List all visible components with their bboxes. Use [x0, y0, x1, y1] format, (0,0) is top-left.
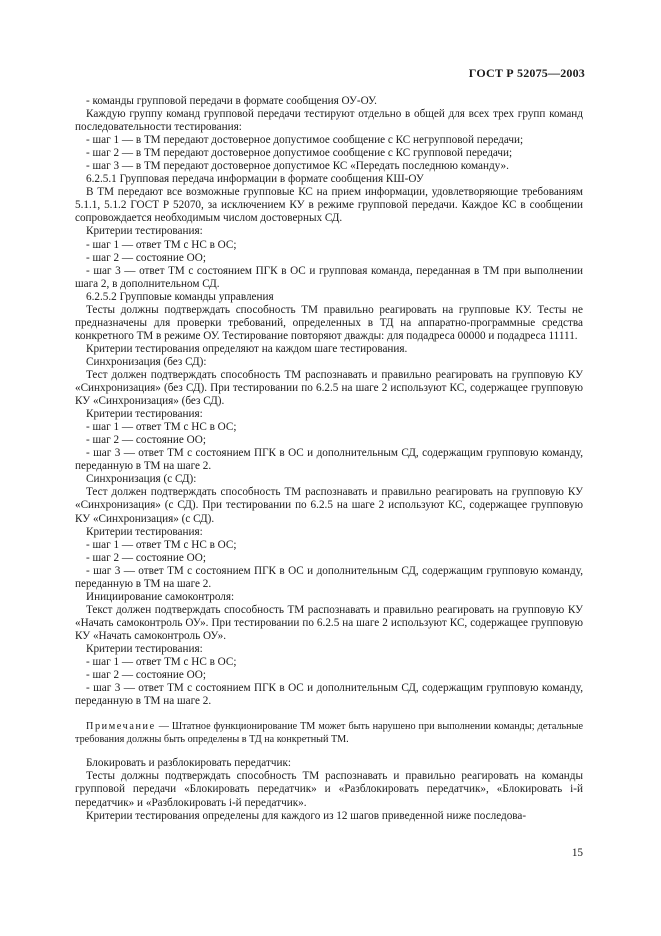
list-item: - шаг 1 — ответ ТМ с НС в ОС;: [86, 656, 237, 669]
paragraph: Тесты должны подтверждать способность ТМ распознавать и правильно реагировать на команды групповой передачи «Блокировать передатчик» и «Разблокировать передатчик», «Блокировать i-й передатчик» и «Разблокировать i-й передатчик».: [75, 770, 583, 809]
criteria-heading: Критерии тестирования:: [86, 525, 203, 538]
section-heading: 6.2.5.2 Групповые команды управления: [86, 290, 274, 303]
list-item: - шаг 1 — ответ ТМ с НС в ОС;: [86, 421, 237, 434]
subsection-title: Синхронизация (с СД):: [86, 473, 197, 486]
list-item: - шаг 3 — ответ ТМ с состоянием ПГК в ОС и групповая команда, переданная в ТМ при выполнении шага 2, в дополнительном СД.: [75, 264, 583, 290]
paragraph: Тесты должны подтверждать способность ТМ правильно реагировать на групповые КУ. Тесты не предназначены для проверки требований, определенных в ТД на аппаратно-программные средства конкретного ТМ в режиме ОУ. Тестирование повторяют дважды: для подадреса 00000 и подадреса 11111.: [75, 303, 583, 342]
criteria-heading: Критерии тестирования:: [86, 408, 203, 421]
criteria-heading: Критерии тестирования:: [86, 642, 203, 655]
paragraph: Тест должен подтверждать способность ТМ распознавать и правильно реагировать на групповую КУ «Синхронизация» (без СД). При тестировании по 6.2.5 на шаге 2 используют КС, содержащее групповую КУ «Синхронизация» (без СД).: [75, 368, 583, 408]
list-item: - шаг 1 — ответ ТМ с НС в ОС;: [86, 538, 237, 551]
note: [75, 721, 583, 746]
paragraph: Каждую группу команд групповой передачи тестируют отдельно в общей для всех трех групп команд последовательности тестирования:: [75, 108, 583, 134]
paragraph: Тест должен подтверждать способность ТМ распознавать и правильно реагировать на групповую КУ «Синхронизация» (с СД). При тестировании по 6.2.5 на шаге 2 используют КС, содержащее групповую КУ «Синхронизация» (с СД).: [75, 486, 583, 525]
subsection-title: Блокировать и разблокировать передатчик:: [86, 757, 292, 770]
list-item: - шаг 2 — состояние ОО;: [86, 251, 206, 264]
section-heading: 6.2.5.1 Групповая передача информации в формате сообщения КШ-ОУ: [86, 173, 424, 186]
page-number: 15: [571, 847, 583, 859]
paragraph: В ТМ передают все возможные групповые КС на прием информации, удовлетворяющие требованиям 5.1.1, 5.1.2 ГОСТ Р 52070, за исключением КУ в режиме групповой передачи. Каждое КС в сообщении сопровождается необходимым числом достоверных СД.: [75, 186, 583, 225]
list-item: - шаг 1 — ответ ТМ с НС в ОС;: [86, 238, 237, 251]
list-item: - шаг 3 — ответ ТМ с состоянием ПГК в ОС и дополнительным СД, содержащим групповую команду, переданную в ТМ на шаге 2.: [75, 682, 583, 708]
paragraph: - команды групповой передачи в формате сообщения ОУ-ОУ.: [86, 95, 377, 107]
note-text: — Штатное функционирование ТМ может быть нарушено при выполнении команды; детальные требования должны быть определены в ТД на конкретный ТМ.: [75, 721, 583, 745]
subsection-title: Синхронизация (без СД):: [86, 355, 207, 368]
list-item: - шаг 2 — состояние ОО;: [86, 551, 206, 564]
list-item: - шаг 3 — ответ ТМ с состоянием ПГК в ОС и дополнительным СД, содержащим групповую команду, переданную в ТМ на шаге 2.: [75, 564, 583, 590]
list-item: - шаг 2 — состояние ОО;: [86, 669, 206, 682]
page-body: [75, 95, 583, 823]
standard-header: ГОСТ Р 52075—2003: [468, 66, 585, 80]
list-item: - шаг 3 — ответ ТМ с состоянием ПГК в ОС и дополнительным СД, содержащим групповую команду, переданную в ТМ на шаге 2.: [75, 447, 583, 473]
paragraph: Критерии тестирования определены для каждого из 12 шагов приведенной ниже последова-: [86, 809, 527, 822]
subsection-title: Инициирование самоконтроля:: [86, 590, 235, 603]
list-item: - шаг 2 — состояние ОО;: [86, 434, 206, 447]
list-item: - шаг 3 — в ТМ передают достоверное допустимое КС «Передать последнюю команду».: [86, 160, 509, 173]
criteria-heading: Критерии тестирования:: [86, 225, 203, 238]
paragraph: Текст должен подтверждать способность ТМ распознавать и правильно реагировать на групповую КУ «Начать самоконтроль ОУ». При тестировании по 6.2.5 на шаге 2 используют КС, содержащее групповую КУ «Начать самоконтроль ОУ».: [75, 603, 583, 642]
paragraph: Критерии тестирования определяют на каждом шаге тестирования.: [86, 342, 408, 355]
note-label: Примечание: [86, 721, 156, 733]
list-item: - шаг 1 — в ТМ передают достоверное допустимое сообщение с КС негрупповой передачи;: [86, 134, 524, 147]
list-item: - шаг 2 — в ТМ передают достоверное допустимое сообщение с КС групповой передачи;: [86, 147, 513, 160]
